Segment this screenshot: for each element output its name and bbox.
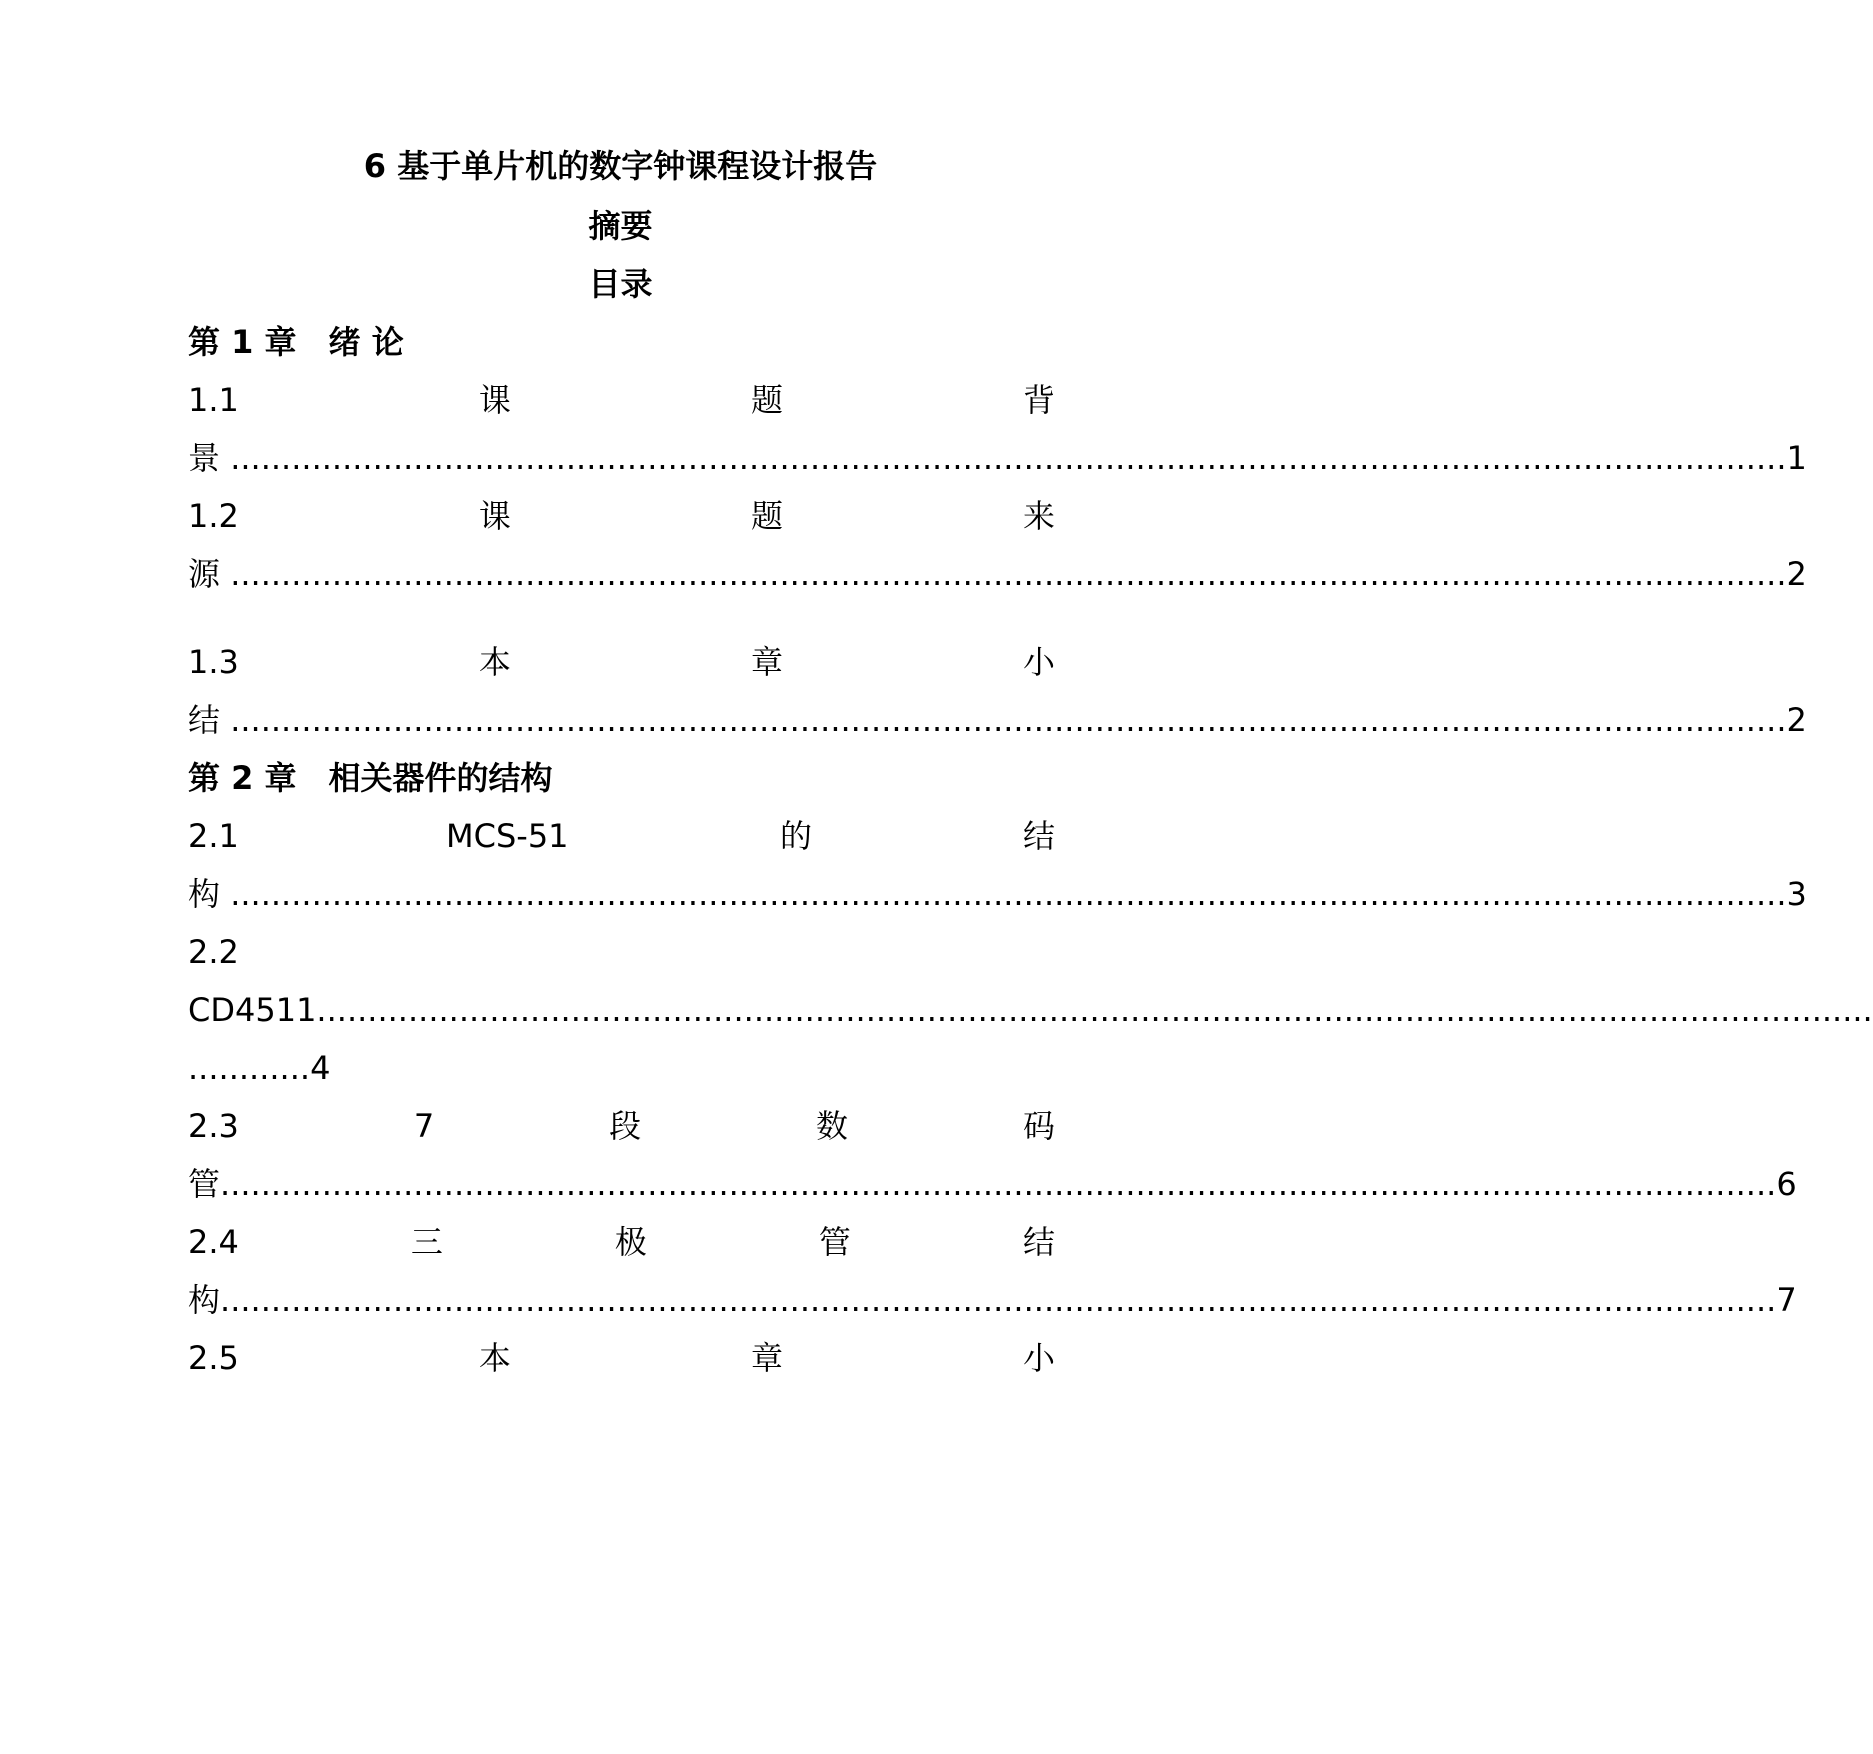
toc-entry-1-1-cont: 景	[188, 439, 221, 477]
toc-entry-2-1-cont: 构	[188, 875, 221, 913]
toc-entry-2-2-line1[interactable]	[188, 932, 1055, 972]
toc-entry-2-3-cont: 管	[188, 1165, 221, 1203]
toc-entry-2-5-char: 小	[1022, 1339, 1055, 1377]
toc-entry-1-3-char: 小	[1022, 643, 1055, 681]
toc-entry-1-3-char: 本	[478, 643, 511, 681]
toc-entry-1-3-line2[interactable]	[188, 700, 1807, 740]
toc-entry-2-3-page: 6	[1776, 1165, 1797, 1203]
toc-entry-1-1-char: 课	[478, 381, 511, 419]
toc-entry-2-4-char: 管	[818, 1223, 851, 1261]
toc-entry-2-4-char: 三	[410, 1223, 443, 1261]
dot-leader: .........................................................................................................................................................	[316, 991, 1873, 1029]
toc-entry-2-5-number: 2.5	[188, 1339, 239, 1377]
dot-leader: ............	[188, 1049, 311, 1087]
toc-entry-1-1-line1[interactable]	[188, 380, 1055, 420]
toc-entry-2-2-cont: CD4511	[188, 991, 317, 1029]
toc-entry-1-2-char: 课	[478, 497, 511, 535]
abstract-heading: 摘要	[588, 207, 653, 245]
toc-entry-2-4-char: 结	[1022, 1223, 1055, 1261]
toc-entry-1-1-page: 1	[1786, 439, 1807, 477]
toc-heading: 目录	[588, 265, 653, 303]
toc-entry-2-3-char: 码	[1022, 1107, 1055, 1145]
toc-entry-1-2-line1[interactable]	[188, 496, 1055, 536]
dot-leader: .........................................................................................................................................................	[220, 875, 1787, 913]
toc-entry-2-1-page: 3	[1786, 875, 1807, 913]
toc-entry-1-2-cont: 源	[188, 555, 221, 593]
toc-entry-2-4-line2[interactable]	[188, 1280, 1797, 1320]
toc-entry-1-2-char: 来	[1022, 497, 1055, 535]
toc-entry-1-1-char: 题	[750, 381, 783, 419]
toc-entry-1-2-page: 2	[1786, 555, 1807, 593]
toc-entry-1-3-page: 2	[1786, 701, 1807, 739]
toc-entry-1-2-number: 1.2	[188, 497, 239, 535]
dot-leader: .........................................................................................................................................................	[220, 439, 1787, 477]
toc-entry-2-1-line2[interactable]	[188, 874, 1807, 914]
toc-entry-1-2-char: 题	[750, 497, 783, 535]
toc-entry-2-1-word: MCS-51	[446, 817, 569, 855]
toc-entry-2-4-char: 极	[614, 1223, 647, 1261]
toc-entry-1-1-line2[interactable]	[188, 438, 1807, 478]
toc-entry-1-3-cont: 结	[188, 701, 221, 739]
toc-entry-2-1-char: 的	[780, 817, 813, 855]
toc-entry-1-3-line1[interactable]	[188, 642, 1055, 682]
toc-entry-2-4-line1[interactable]	[188, 1222, 1055, 1262]
toc-entry-2-3-char: 段	[609, 1107, 642, 1145]
toc-entry-2-3-word: 7	[413, 1107, 435, 1145]
toc-entry-2-3-number: 2.3	[188, 1107, 239, 1145]
toc-entry-2-4-cont: 构	[188, 1281, 221, 1319]
toc-entry-2-1-number: 2.1	[188, 817, 239, 855]
toc-entry-2-4-number: 2.4	[188, 1223, 239, 1261]
dot-leader: .........................................................................................................................................................	[220, 1281, 1777, 1319]
toc-entry-2-2-page: 4	[310, 1049, 331, 1087]
dot-leader: .........................................................................................................................................................	[220, 701, 1787, 739]
toc-entry-2-1-char: 结	[1022, 817, 1055, 855]
toc-entry-1-2-line2[interactable]	[188, 554, 1807, 594]
toc-entry-1-1-number: 1.1	[188, 381, 239, 419]
toc-entry-2-2-number: 2.2	[188, 933, 239, 971]
toc-entry-2-5-char: 本	[478, 1339, 511, 1377]
toc-entry-2-3-char: 数	[816, 1107, 849, 1145]
dot-leader: .........................................................................................................................................................	[220, 555, 1787, 593]
toc-entry-2-1-line1[interactable]	[188, 816, 1055, 856]
toc-entry-2-3-line2[interactable]	[188, 1164, 1797, 1204]
toc-entry-2-5-char: 章	[750, 1339, 783, 1377]
toc-entry-2-2-line2[interactable]	[188, 990, 1873, 1030]
toc-entry-2-5-line1[interactable]	[188, 1338, 1055, 1378]
toc-chapter-1[interactable]: 第 1 章 绪 论	[188, 323, 404, 361]
toc-entry-1-3-char: 章	[750, 643, 783, 681]
toc-entry-2-3-line1[interactable]	[188, 1106, 1055, 1146]
dot-leader: .........................................................................................................................................................	[220, 1165, 1777, 1203]
toc-chapter-2[interactable]: 第 2 章 相关器件的结构	[188, 759, 553, 797]
toc-entry-1-3-number: 1.3	[188, 643, 239, 681]
toc-entry-2-2-line3[interactable]	[188, 1048, 1055, 1088]
toc-entry-1-1-char: 背	[1022, 381, 1055, 419]
toc-entry-2-4-page: 7	[1776, 1281, 1797, 1319]
document-title: 6 基于单片机的数字钟课程设计报告	[363, 147, 878, 185]
